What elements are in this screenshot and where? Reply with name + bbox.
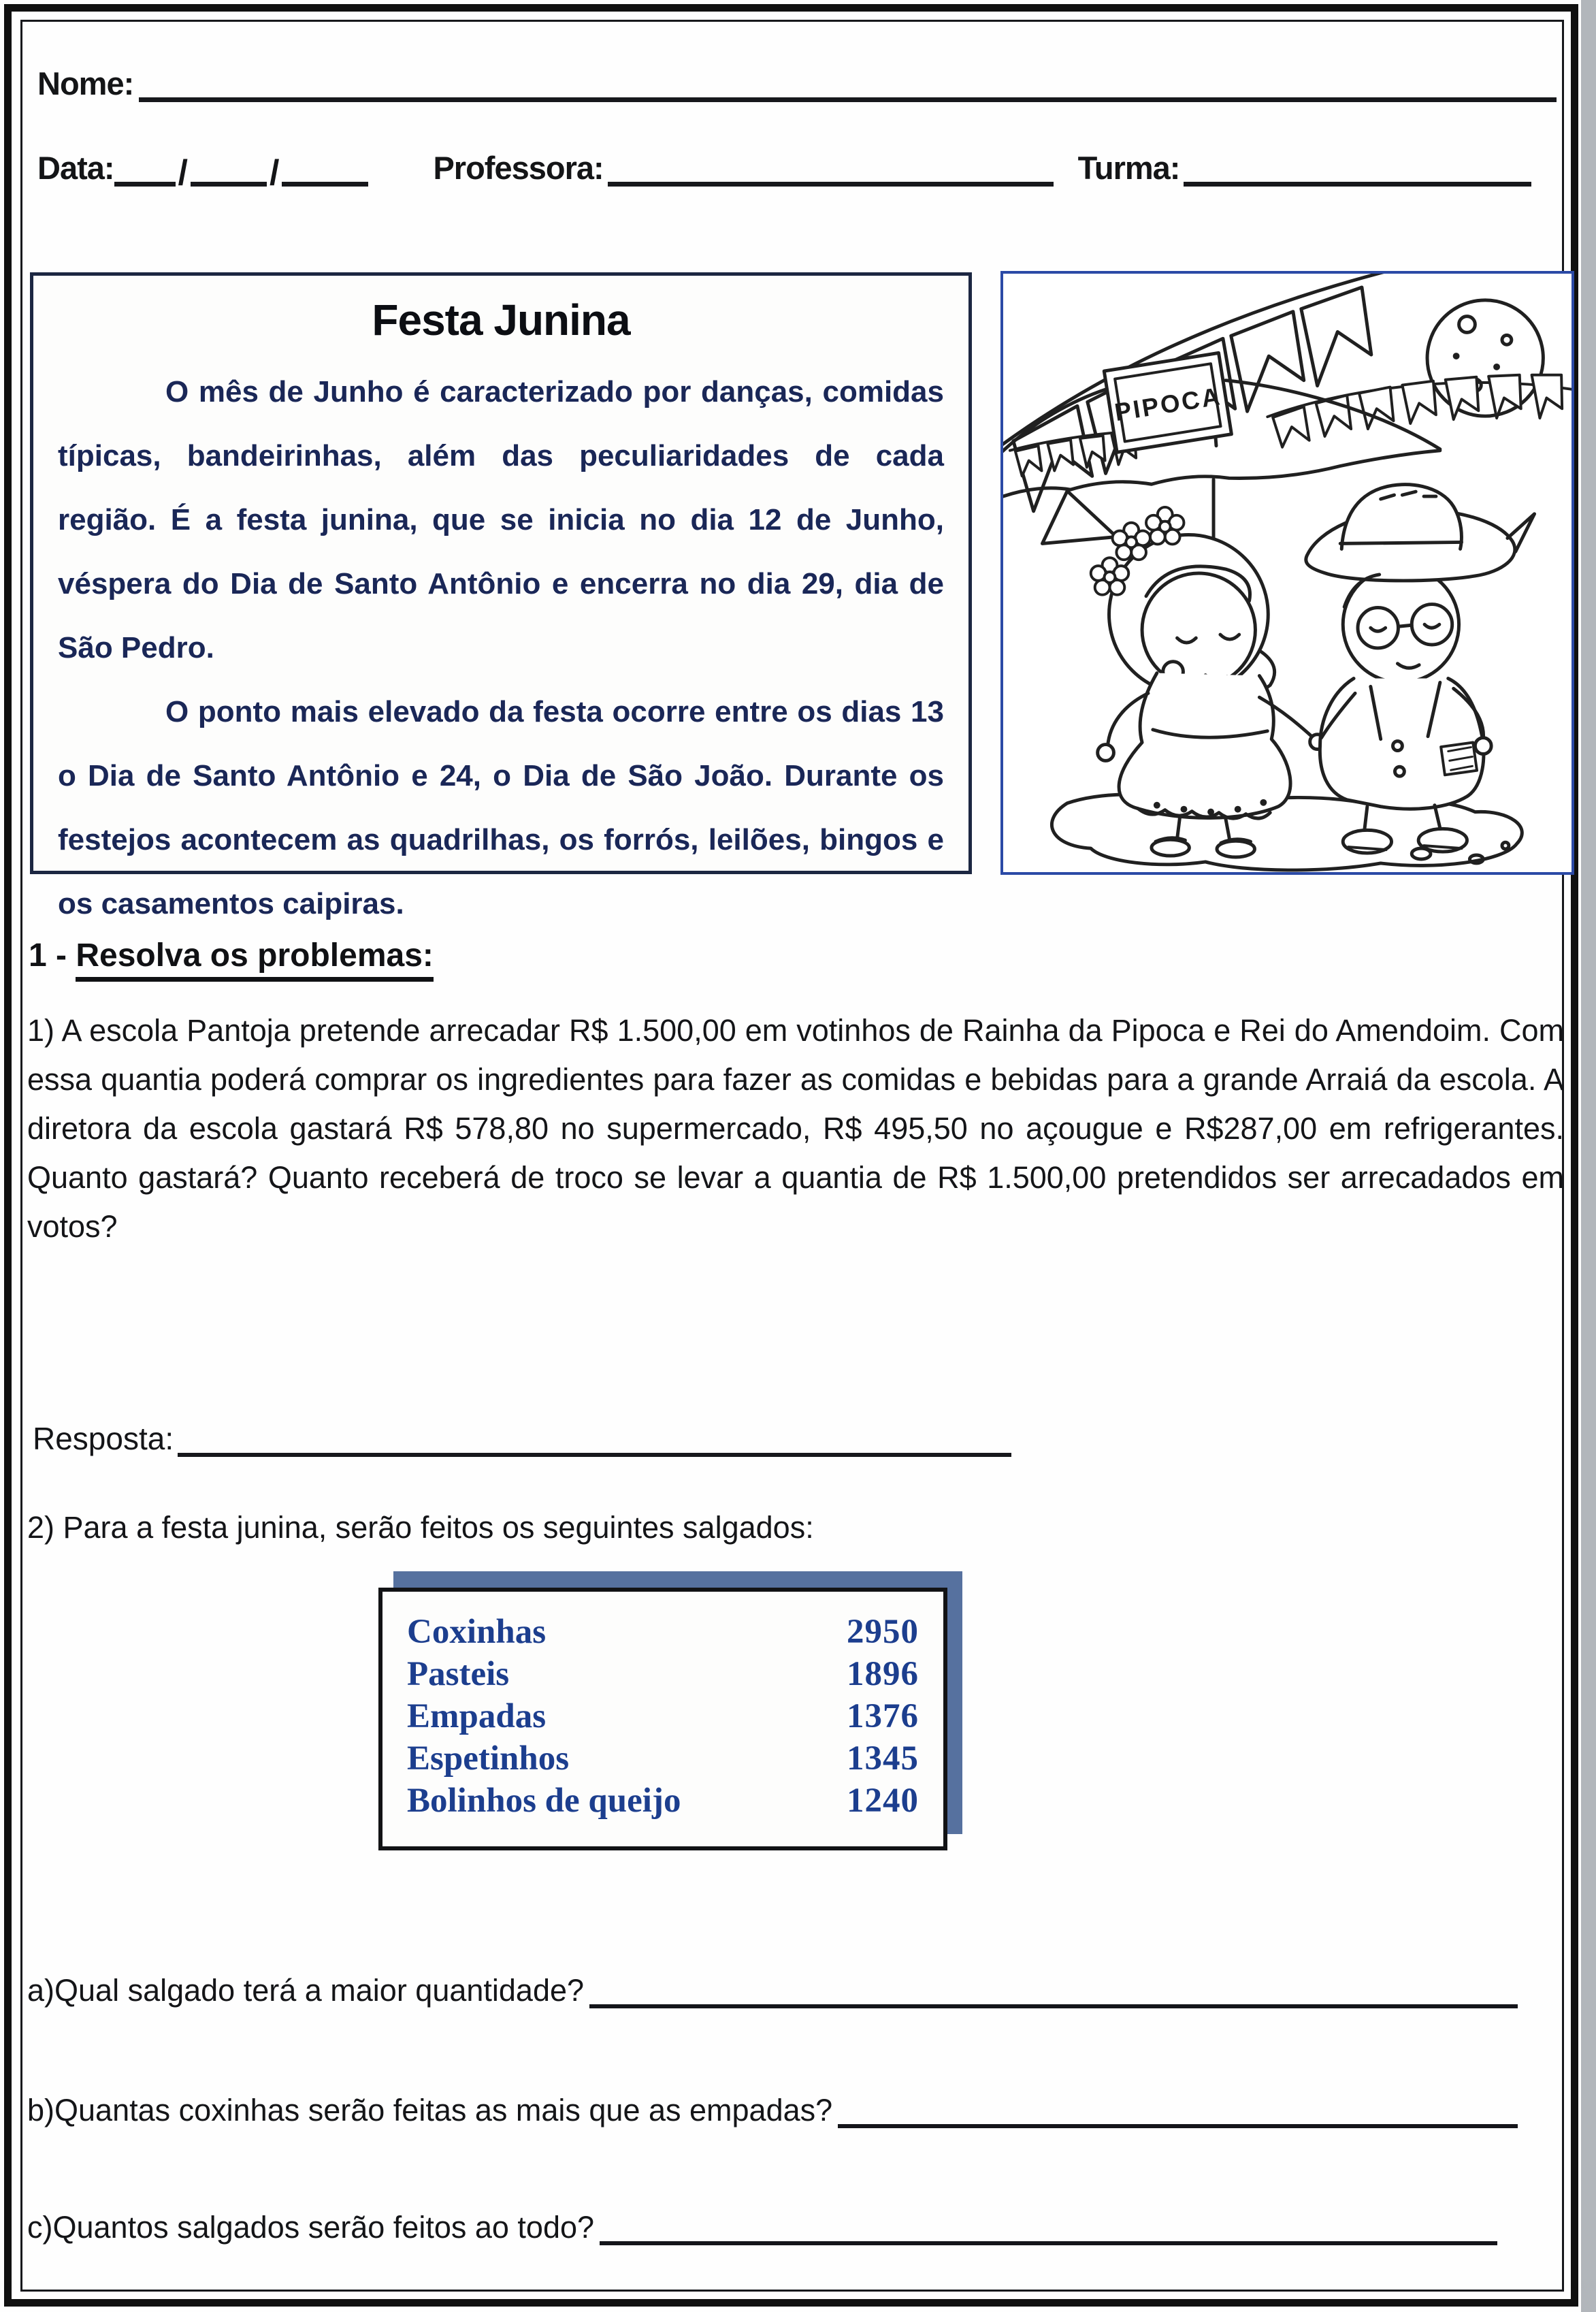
- pipoca-sign: [1104, 353, 1231, 452]
- class-answer-line: [1184, 150, 1531, 187]
- table-row: [407, 1737, 919, 1780]
- question-c-row: [27, 2206, 1497, 2245]
- class-label: Turma:: [1077, 150, 1180, 186]
- table-row: [407, 1611, 919, 1653]
- table-row: [407, 1653, 919, 1695]
- table-item-name: Coxinhas: [407, 1613, 547, 1651]
- name-field-row: [37, 61, 1557, 102]
- table-item-name: Empadas: [407, 1697, 547, 1735]
- problem-1-text: 1) A escola Pantoja pretende arrecadar R$ 1.500,00 em votinhos de Rainha da Pipoca e Rei do Amendoim. Com essa quantia poderá comprar os ingredientes para fazer as comidas e bebidas para a grande Arraiá da escola. A diretora da escola gastará R$ 578,80 no supermercado, R$ 495,50 no açougue e R$287,00 em refrigerantes. Quanto gastará? Quanto receberá de troco se levar a quantia de R$ 1.500,00 pretendidos ser arrecadados em votos?: [27, 1013, 1564, 1244]
- passage-paragraph-2: O ponto mais elevado da festa ocorre entre os dias 13 o Dia de Santo Antônio e 24, o Dia de São João. Durante os festejos acontecem as quadrilhas, os forrós, leilões, bingos e os casamentos caipiras.: [58, 695, 944, 920]
- question-c-answer-line: [600, 2210, 1497, 2245]
- question-a-label: a)Qual salgado terá a maior quantidade?: [27, 1973, 585, 2008]
- resposta-answer-line: [178, 1422, 1011, 1457]
- table-item-qty: 1896: [847, 1655, 919, 1693]
- resposta-label: Resposta:: [33, 1421, 174, 1456]
- festa-junina-illustration: [1000, 271, 1574, 875]
- date-year-line: [282, 150, 368, 187]
- salgados-table: [378, 1588, 947, 1850]
- question-b-answer-line: [838, 2093, 1518, 2128]
- date-day-line: [114, 150, 176, 187]
- question-a-row: [27, 1969, 1518, 2008]
- moon-icon: [1427, 300, 1543, 416]
- question-b-row: [27, 2089, 1518, 2128]
- table-item-name: Bolinhos de queijo: [407, 1782, 681, 1820]
- section-1-number: 1 -: [29, 937, 76, 974]
- table-item-qty: 1240: [847, 1782, 919, 1820]
- question-a-answer-line: [589, 1973, 1518, 2008]
- date-separator: /: [178, 153, 188, 193]
- scan-edge-strip: [1581, 0, 1596, 2312]
- dancing-girl-icon: [1091, 507, 1325, 857]
- illustration-canvas: [1003, 274, 1571, 872]
- table-item-name: Espetinhos: [407, 1739, 570, 1778]
- table-item-qty: 2950: [847, 1613, 919, 1651]
- teacher-label: Professora:: [433, 150, 604, 186]
- question-b-label: b)Quantas coxinhas serão feitas as mais que as empadas?: [27, 2093, 833, 2128]
- table-item-name: Pasteis: [407, 1655, 510, 1693]
- straw-hat-icon: [1306, 485, 1535, 581]
- problem-2-text: 2) Para a festa junina, serão feitos os seguintes salgados:: [27, 1510, 814, 1545]
- dancing-boy-icon: [1306, 485, 1535, 853]
- passage-paragraph-1: O mês de Junho é caracterizado por danças, comidas típicas, bandeirinhas, além das peculiaridades de cada região. É a festa junina, que se inicia no dia 12 de Junho, véspera do Dia de Santo Antônio e encerra no dia 29, dia de São Pedro.: [58, 375, 944, 664]
- problem-1-answer-row: [33, 1420, 1011, 1457]
- table-row: [407, 1780, 919, 1822]
- question-c-label: c)Quantos salgados serão feitos ao todo?: [27, 2210, 595, 2245]
- name-label: Nome:: [37, 65, 134, 101]
- table-item-qty: 1345: [847, 1739, 919, 1778]
- section-1-title: Resolva os problemas:: [76, 937, 434, 982]
- name-answer-line: [139, 66, 1557, 102]
- date-separator: /: [269, 153, 280, 193]
- passage-title: Festa Junina: [372, 295, 630, 344]
- table-item-qty: 1376: [847, 1697, 919, 1735]
- pipoca-sign-text: PIPOCA: [1112, 382, 1224, 427]
- date-label: Data:: [37, 150, 114, 186]
- date-class-row: [37, 150, 1531, 193]
- teacher-answer-line: [608, 150, 1054, 187]
- section-1-heading: [29, 937, 434, 974]
- reading-passage-box: [30, 272, 972, 920]
- date-month-line: [191, 150, 267, 187]
- table-row: [407, 1695, 919, 1737]
